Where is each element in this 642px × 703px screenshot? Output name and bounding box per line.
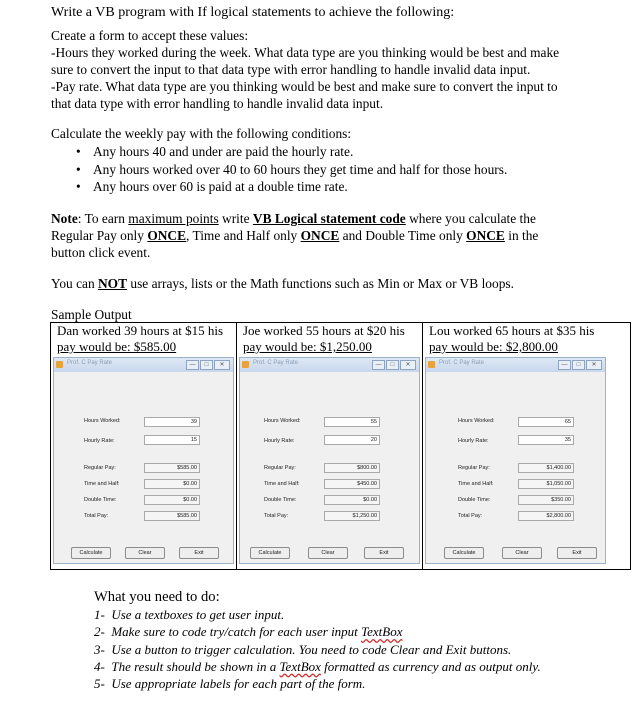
step-text: formatted as currency and as output only. [320,658,541,674]
window-titlebar [240,358,419,372]
vb-logical-code: VB Logical statement code [252,211,406,226]
hours-requirement-line-2: sure to convert the input to that data type with error handling to handle invalid data input. [51,62,531,77]
pay-rate-window [239,357,420,564]
clear-button[interactable]: Clear [502,547,542,559]
regular-pay-label: Regular Pay: [84,465,116,471]
intro-line: Create a form to accept these values: [51,28,249,43]
note-text: Regular Pay only [51,228,148,243]
calculate-button[interactable]: Calculate [444,547,484,559]
note-text: and Double Time only [339,228,467,243]
todo-list [94,606,541,692]
hours-input[interactable]: 55 [324,417,380,427]
pay-rate-window [53,357,234,564]
regular-pay-output: $800.00 [324,463,380,473]
step-text: Use appropriate labels for each part of the form. [111,676,366,692]
payrate-requirement-line-2: that data type with error handling to handle invalid data input. [51,96,384,111]
minimize-icon[interactable]: — [558,360,571,370]
calc-heading: Calculate the weekly pay with the following conditions: [51,126,352,141]
regular-pay-label: Regular Pay: [458,465,490,471]
double-time-output: $350.00 [518,495,574,505]
hours-input[interactable]: 65 [518,417,574,427]
window-controls [558,360,602,370]
todo-step [94,606,541,623]
conditions-list [51,143,507,196]
condition-item: • Any hours 40 and under are paid the hourly rate. [51,143,507,161]
once-time-half: ONCE [300,228,340,243]
time-half-label: Time and Half: [264,481,300,487]
note-label: Note [51,211,78,226]
hourly-rate-label: Hourly Rate: [458,438,489,444]
window-title: Prof. C Pay Rate [439,360,485,366]
window-titlebar [426,358,605,372]
maximize-icon[interactable]: □ [200,360,213,370]
sample-output-label: Sample Output [51,307,132,322]
step-number: 3- [94,641,105,657]
once-regular: ONCE [147,228,187,243]
window-controls [186,360,230,370]
step-number: 2- [94,624,105,640]
sample-caption [243,323,421,355]
double-time-label: Double Time: [264,497,297,503]
sample-caption [429,323,629,355]
maximize-icon[interactable]: □ [572,360,585,370]
condition-item: • Any hours worked over 40 to 60 hours they get time and half for those hours. [51,161,507,179]
rate-input[interactable]: 15 [144,435,200,445]
maximum-points: maximum points [128,211,219,226]
double-time-label: Double Time: [84,497,117,503]
hourly-rate-label: Hourly Rate: [84,438,115,444]
hours-worked-label: Hours Worked: [458,418,495,424]
restriction-line [51,275,514,293]
regular-pay-output: $585.00 [144,463,200,473]
regular-pay-label: Regular Pay: [264,465,296,471]
step-text-misspelled: TextBox [361,624,403,640]
hours-worked-label: Hours Worked: [84,418,121,424]
sample-column [51,323,236,569]
exit-button[interactable]: Exit [557,547,597,559]
close-icon[interactable]: ✕ [400,360,416,370]
minimize-icon[interactable]: — [372,360,385,370]
window-controls [372,360,416,370]
rate-input[interactable]: 20 [324,435,380,445]
caption-result: pay would be: $585.00 [57,339,177,354]
caption-line: Lou worked 65 hours at $35 his [429,323,595,338]
close-icon[interactable]: ✕ [586,360,602,370]
time-half-output: $0.00 [144,479,200,489]
step-text: The result should be shown in a [111,658,280,674]
app-icon [428,361,435,368]
note-line-2 [51,227,538,245]
hourly-rate-label: Hourly Rate: [264,438,295,444]
double-time-label: Double Time: [458,497,491,503]
todo-heading: What you need to do: [94,589,220,605]
hours-requirement-line-1: -Hours they worked during the week. What data type are you thinking would be best and make [51,45,560,60]
total-pay-output: $1,250.00 [324,511,380,521]
sample-column [422,323,630,569]
payrate-requirement-line-1: -Pay rate. What data type are you thinking would be best and make sure to convert the input to [51,79,558,94]
total-pay-label: Total Pay: [264,513,289,519]
app-icon [56,361,63,368]
total-pay-label: Total Pay: [84,513,109,519]
note-text: : To earn [77,211,129,226]
total-pay-output: $585.00 [144,511,200,521]
app-icon [242,361,249,368]
note-line-3: button click event. [51,245,151,260]
not-emphasis: NOT [98,276,128,291]
hours-worked-label: Hours Worked: [264,418,301,424]
page-title: Write a VB program with If logical statements to achieve the following: [51,5,455,20]
rate-input[interactable]: 35 [518,435,574,445]
todo-step [94,675,541,692]
note-text: write [218,211,253,226]
step-text: Use a textboxes to get user input. [111,607,285,622]
sample-output-table [50,322,631,570]
exit-button[interactable]: Exit [179,547,219,559]
caption-line: Dan worked 39 hours at $15 his [57,323,224,338]
once-double: ONCE [466,228,505,243]
clear-button[interactable]: Clear [308,547,348,559]
restriction-text: use arrays, lists or the Math functions such as Min or Max or VB loops. [127,276,514,291]
note-text: in the [504,228,539,243]
step-text-misspelled: TextBox [279,658,321,674]
double-time-output: $0.00 [324,495,380,505]
caption-result: pay would be: $2,800.00 [429,339,558,354]
maximize-icon[interactable]: □ [386,360,399,370]
note-text: , Time and Half only [186,228,301,243]
step-number: 4- [94,658,105,674]
window-titlebar [54,358,233,372]
todo-step [94,658,541,675]
step-text: Use a button to trigger calculation. You need to code Clear and Exit buttons. [111,641,512,657]
todo-step [94,623,541,640]
step-text: Make sure to code try/catch for each user input [111,624,362,640]
clear-button[interactable]: Clear [125,547,165,559]
sample-column [236,323,422,569]
window-title: Prof. C Pay Rate [67,360,113,366]
sample-caption [57,323,235,355]
time-half-label: Time and Half: [458,481,494,487]
condition-item: • Any hours over 60 is paid at a double time rate. [51,178,507,196]
window-title: Prof. C Pay Rate [253,360,299,366]
total-pay-label: Total Pay: [458,513,483,519]
time-half-label: Time and Half: [84,481,120,487]
caption-result: pay would be: $1,250.00 [243,339,372,354]
close-icon[interactable]: ✕ [214,360,230,370]
calculate-button[interactable]: Calculate [71,547,111,559]
pay-rate-window [425,357,606,564]
hours-input[interactable]: 39 [144,417,200,427]
total-pay-output: $2,800.00 [518,511,574,521]
step-number: 5- [94,676,105,692]
exit-button[interactable]: Exit [364,547,404,559]
time-half-output: $1,050.00 [518,479,574,489]
todo-step [94,641,541,658]
minimize-icon[interactable]: — [186,360,199,370]
time-half-output: $450.00 [324,479,380,489]
note-line-1 [51,210,536,228]
caption-line: Joe worked 55 hours at $20 his [243,323,405,338]
restriction-text: You can [51,276,98,291]
regular-pay-output: $1,400.00 [518,463,574,473]
double-time-output: $0.00 [144,495,200,505]
step-number: 1- [94,607,105,622]
calculate-button[interactable]: Calculate [250,547,290,559]
note-text: where you calculate the [405,211,536,226]
